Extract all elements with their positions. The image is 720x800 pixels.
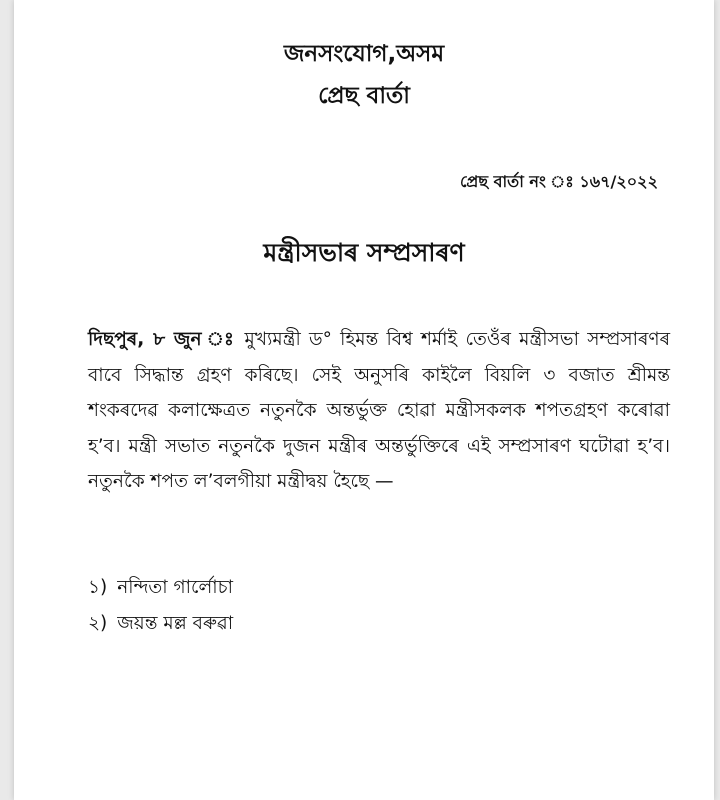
minister-name: নন্দিতা গাৰ্লোচা xyxy=(117,577,233,598)
body-paragraph xyxy=(88,322,670,500)
dateline: দিছপুৰ, ৮ জুন ঃ xyxy=(88,329,237,350)
minister-name: জয়ন্ত মল্ল বৰুৱা xyxy=(117,613,234,634)
headline: মন্ত্ৰীসভাৰ সম্প্ৰসাৰণ xyxy=(263,238,465,267)
minister-list xyxy=(88,570,648,642)
press-release-page xyxy=(14,0,714,800)
list-item xyxy=(88,606,648,642)
release-number: প্ৰেছ বাৰ্তা নং ঃ ১৬৭/২০২২ xyxy=(459,172,658,191)
organization-name: জনসংযোগ,অসম xyxy=(283,41,445,67)
document-type: প্ৰেছ বাৰ্তা xyxy=(318,83,410,109)
list-item-number: ১) xyxy=(88,577,108,598)
list-item xyxy=(88,570,648,606)
list-item-number: ২) xyxy=(88,613,108,634)
body-text: মুখ্যমন্ত্ৰী ড° হিমন্ত বিশ্ব শৰ্মাই তেওঁৰ মন্ত্ৰীসভা সম্প্ৰসাৰণৰ বাবে সিদ্ধান্ত গ্ৰহণ কৰিছে। সেই অনুসৰি কাইলৈ বিয়লি ৩ বজাত শ্ৰীমন্ত শংকৰদেৱ কলাক্ষেত্ৰত নতুনকৈ অন্তৰ্ভুক্ত হোৱা মন্ত্ৰীসকলক শপতগ্ৰহণ কৰোৱা হ’ব। মন্ত্ৰী সভাত নতুনকৈ দুজন মন্ত্ৰীৰ অন্তৰ্ভুক্তিৰে এই সম্প্ৰসাৰণ ঘটোৱা হ’ব। নতুনকৈ শপত ল’বলগীয়া মন্ত্ৰীদ্বয় হৈছে — xyxy=(88,329,671,492)
